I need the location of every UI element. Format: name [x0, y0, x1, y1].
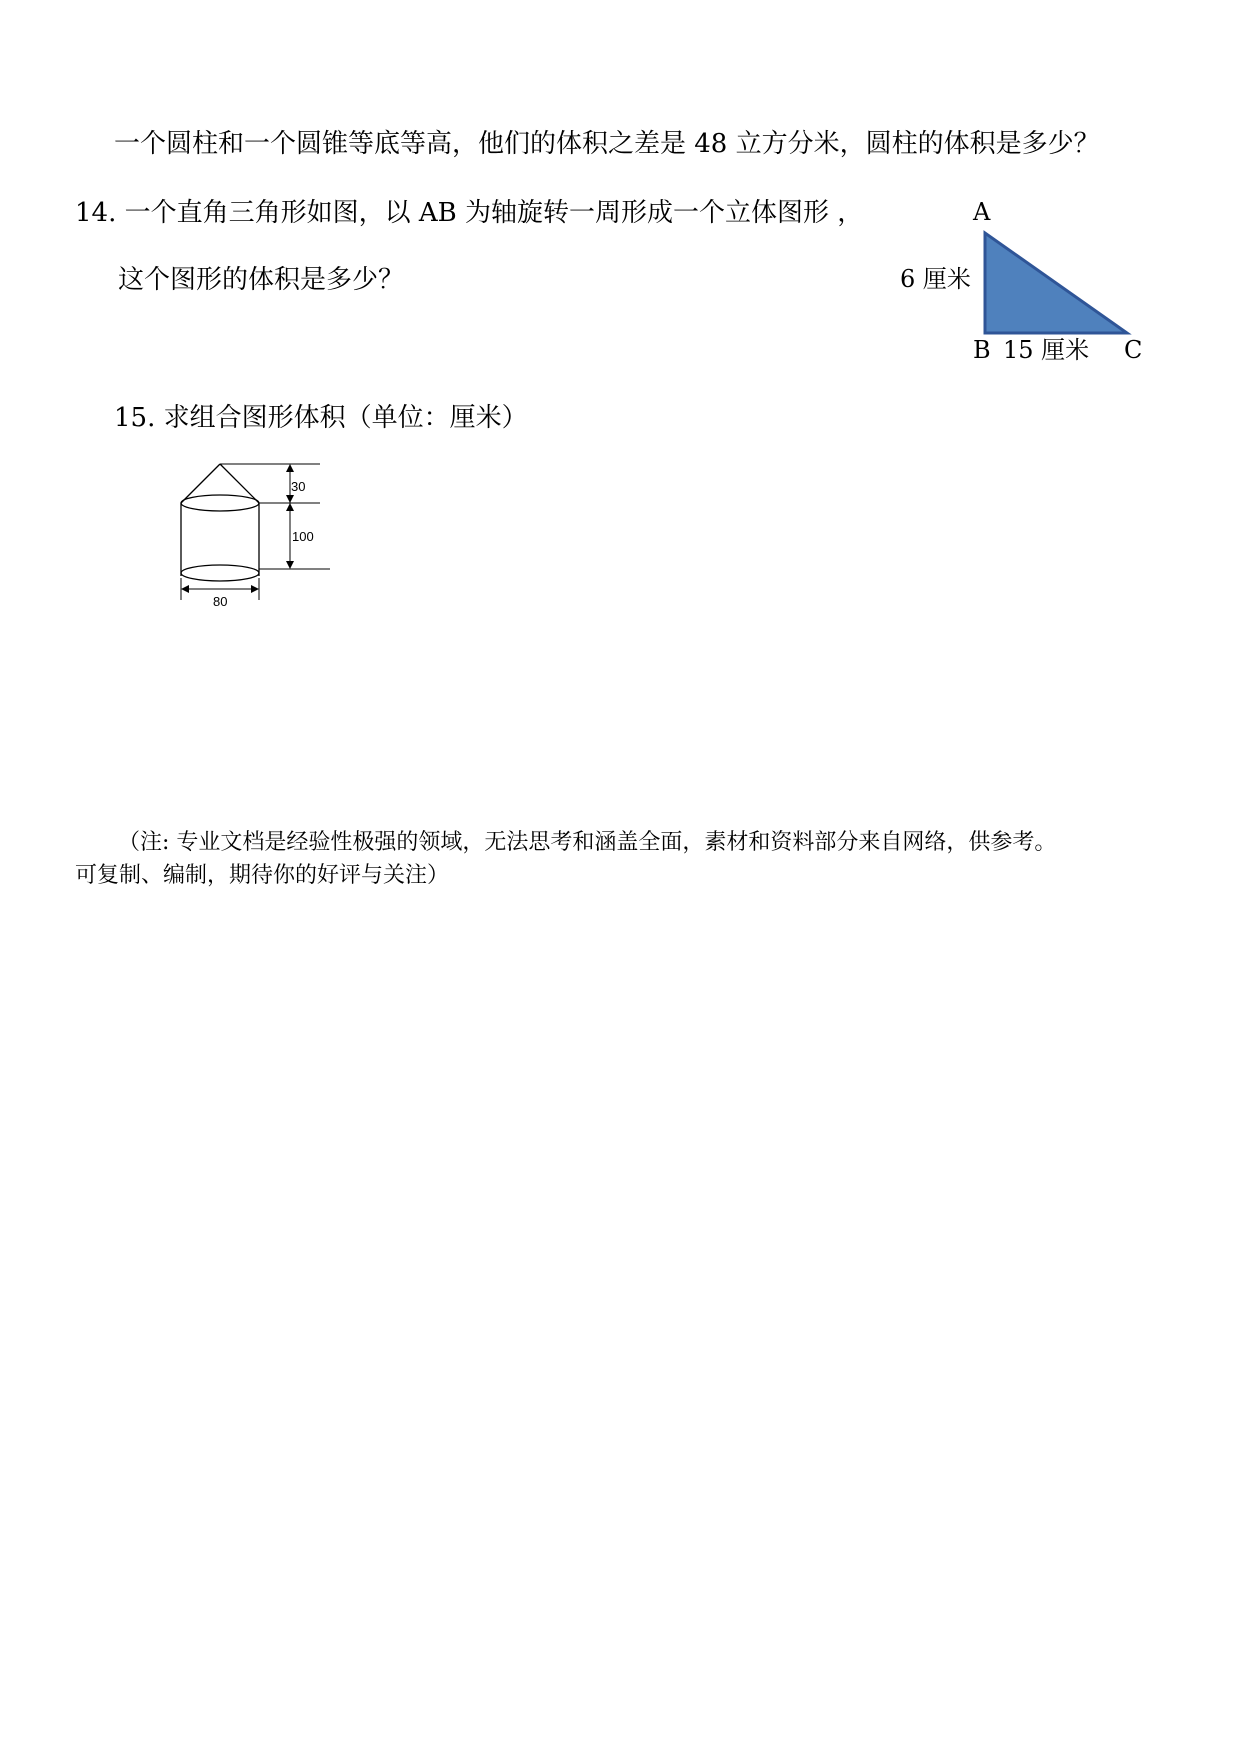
base-label: 15 厘米 — [1003, 336, 1090, 364]
diameter-label: 80 — [213, 594, 228, 609]
vertex-c-label: C — [1124, 336, 1143, 364]
problem-14-line2: 这个图形的体积是多少？ — [118, 265, 405, 295]
problem-14-line1: 14. 一个直角三角形如图，以 AB 为轴旋转一周形成一个立体图形 ， — [75, 198, 864, 228]
cone-height-label: 30 — [291, 479, 306, 494]
vertex-b-label: B — [973, 336, 991, 364]
problem-13-text: 一个圆柱和一个圆锥等底等高，他们的体积之差是 48 立方分米，圆柱的体积是多少？ — [114, 129, 1100, 159]
cylinder-height-label: 100 — [292, 529, 314, 544]
footer-note-line1: （注: 专业文档是经验性极强的领域，无法思考和涵盖全面，素材和资料部分来自网络，供参考。 — [118, 830, 1057, 855]
height-label: 6 厘米 — [900, 265, 971, 293]
footer-note-line2: 可复制、编制，期待你的好评与关注） — [75, 863, 450, 888]
problem-15-text: 15. 求组合图形体积（单位：厘米） — [114, 403, 528, 433]
vertex-a-label: A — [973, 198, 991, 226]
